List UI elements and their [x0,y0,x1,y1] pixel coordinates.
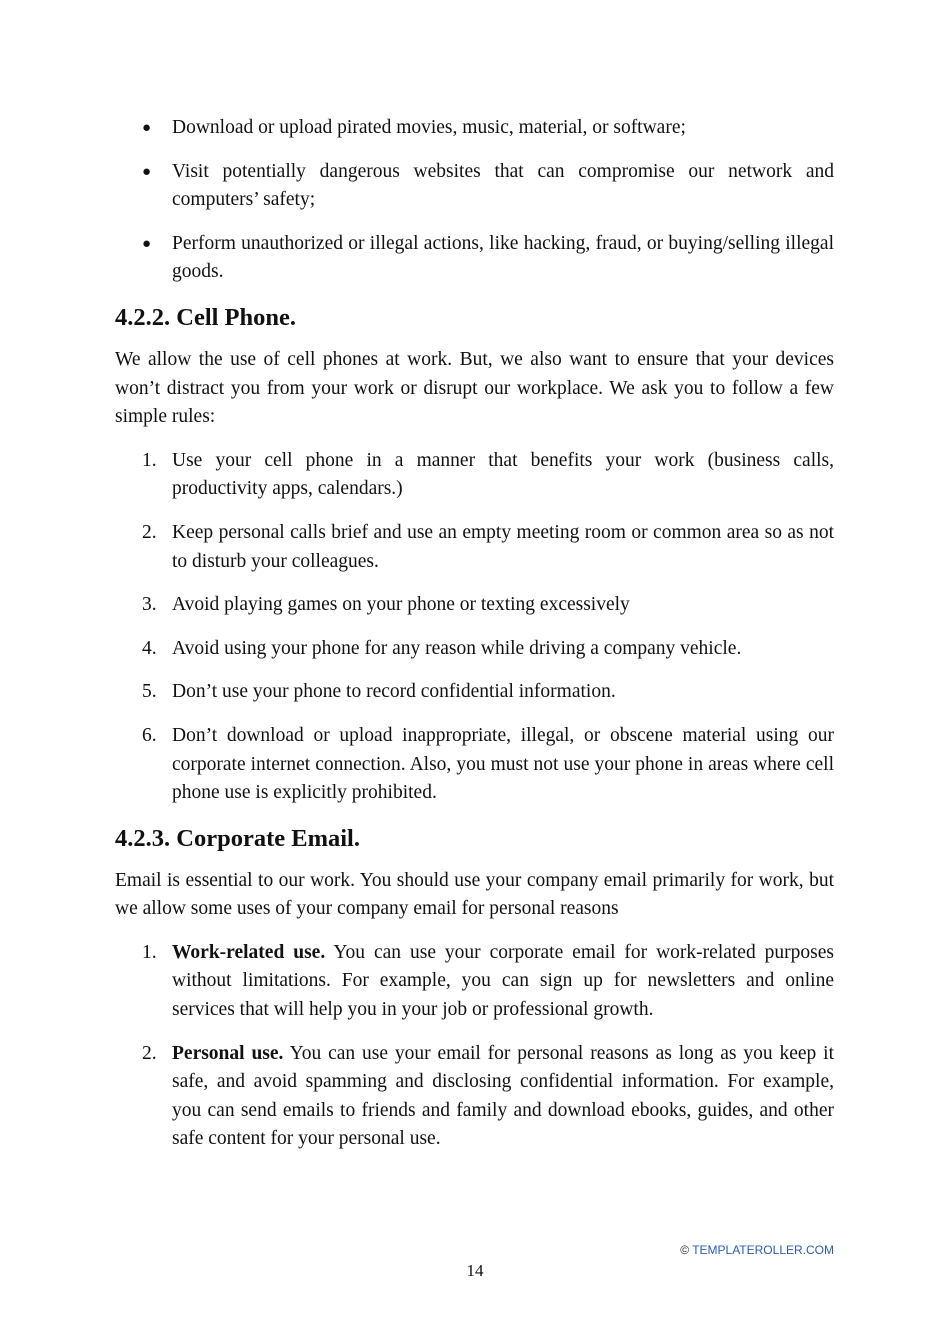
section-heading-cell-phone: 4.2.2. Cell Phone. [115,303,297,331]
list-item-text: Visit potentially dangerous websites that can compromise our network and computers’ safety; [172,160,834,211]
list-number: 5. [142,681,157,703]
list-item [115,519,834,576]
page-number: 14 [466,1261,484,1280]
list-item-lead: Personal use. [172,1042,284,1064]
list-item-text: You can use your corporate email for work-related purposes without limitations. For example, you can sign up for newsletters and online services that will help you in your job or professional growth. [172,941,834,1021]
list-item-text: Keep personal calls brief and use an empty meeting room or common area so as not to disturb your colleagues. [172,521,834,572]
list-item-lead: Work-related use. [172,941,326,963]
templateroller-link[interactable]: TEMPLATEROLLER.COM [692,1243,834,1257]
list-item [115,158,834,215]
list-number: 2. [142,521,157,543]
list-number: 1. [142,941,157,963]
list-item [115,939,834,1025]
list-number: 2. [142,1042,157,1064]
list-item-text: You can use your email for personal reasons as long as you keep it safe, and avoid spamming and disclosing confidential information. For example, you can send emails to friends and family and download ebooks, guides, and other safe content for your personal use. [172,1042,834,1150]
bullet-icon: ● [142,120,152,136]
list-number: 1. [142,449,157,471]
bullet-icon: ● [142,163,152,180]
list-item-text: Don’t download or upload inappropriate, illegal, or obscene material using our corporate internet connection. Also, you must not use your phone in areas where cell phone use is explicitly prohibited. [172,724,834,804]
list-item [115,114,834,143]
list-item [115,635,834,664]
list-item-text: Avoid playing games on your phone or texting excessively [172,594,630,616]
list-number: 4. [142,637,157,659]
copyright-icon: © [680,1243,690,1257]
list-item-text: Don’t use your phone to record confidential information. [172,681,616,703]
numbered-list-email [115,939,834,1154]
list-number: 3. [142,594,157,616]
list-item [115,678,834,707]
list-item [115,722,834,808]
list-item [115,591,834,620]
section-intro: We allow the use of cell phones at work. But, we also want to ensure that your devices won’t distract you from your work or disrupt our workplace. We ask you to follow a few simple rules: [115,348,834,428]
list-item-text: Download or upload pirated movies, music, material, or software; [172,117,686,138]
list-item [115,230,834,287]
list-item [115,1040,834,1154]
bullet-list [115,114,834,287]
page-content [115,114,834,1169]
bullet-icon: ● [142,235,152,252]
list-item [115,447,834,504]
list-item-text: Perform unauthorized or illegal actions, like hacking, fraud, or buying/selling illegal goods. [172,232,834,283]
section-heading-corporate-email: 4.2.3. Corporate Email. [115,824,360,852]
numbered-list-cell-phone [115,447,834,808]
list-number: 6. [142,724,157,746]
footer-copyright [0,1243,834,1257]
list-item-text: Use your cell phone in a manner that benefits your work (business calls, productivity apps, calendars.) [172,449,834,500]
section-intro: Email is essential to our work. You should use your company email primarily for work, but we allow some uses of your company email for personal reasons [115,869,834,920]
list-item-text: Avoid using your phone for any reason while driving a company vehicle. [172,637,742,659]
